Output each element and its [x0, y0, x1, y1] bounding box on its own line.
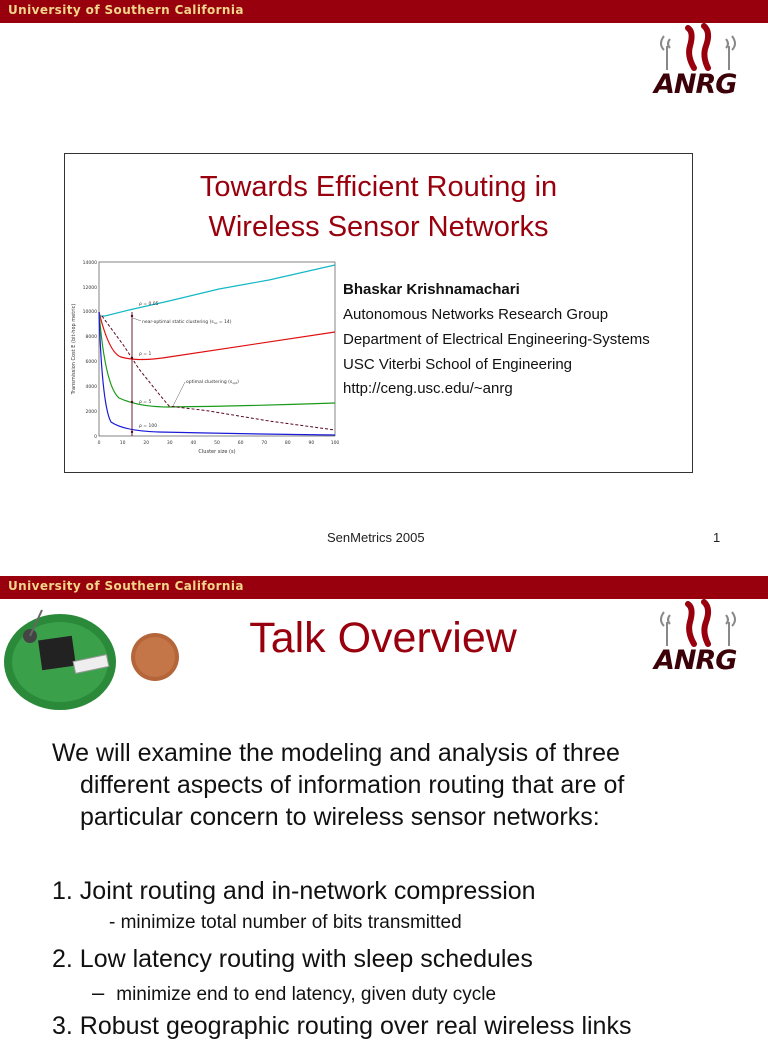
y-tick-8000: 8000	[85, 335, 97, 340]
anrg-logo	[650, 600, 746, 684]
label-optimal-clustering: optimal clustering $(s_{opt})$	[186, 380, 239, 385]
near-optimal-point-4	[131, 431, 133, 433]
list-item-1: 1. Joint routing and in-network compression	[52, 877, 536, 905]
x-tick-20: 20	[143, 441, 150, 446]
y-tick-0: 0	[94, 435, 97, 440]
x-tick-40: 40	[190, 441, 197, 446]
author-name: Bhaskar Krishnamachari	[343, 281, 520, 298]
talk-title-line-1: Towards Efficient Routing in	[199, 171, 558, 203]
x-tick-10: 10	[119, 441, 126, 446]
author-group: Autonomous Networks Research Group	[343, 306, 609, 323]
university-banner	[0, 0, 768, 23]
label-rho-5: ρ = 5	[139, 400, 152, 405]
x-tick-90: 90	[308, 441, 315, 446]
y-tick-12000: 12000	[82, 286, 97, 291]
graph-x-axis-label: Cluster size (s)	[198, 449, 236, 455]
author-department: Department of Electrical Engineering-Systems	[343, 331, 650, 348]
x-tick-0: 0	[97, 441, 101, 446]
title-card	[64, 153, 693, 473]
y-tick-14000: 14000	[82, 261, 97, 266]
list-item-2-detail	[92, 980, 496, 1006]
y-tick-2000: 2000	[85, 410, 97, 415]
intro-line-1: We will examine the modeling and analysis of three	[52, 739, 620, 767]
mote-chip	[38, 636, 76, 670]
list-item-2-detail-text: minimize end to end latency, given duty cycle	[116, 984, 497, 1005]
graph-y-axis-label: Transmission Cost E (bit-hop metric)	[71, 303, 77, 395]
author-school: USC Viterbi School of Engineering	[343, 356, 573, 373]
x-tick-70: 70	[261, 441, 268, 446]
transmission-cost-graph	[69, 256, 341, 468]
y-tick-4000: 4000	[85, 385, 97, 390]
x-tick-60: 60	[237, 441, 244, 446]
list-item-1-detail: - minimize total number of bits transmitted	[109, 912, 462, 933]
label-rho-100: ρ = 100	[139, 424, 158, 429]
label-near-optimal: near-optimal static clustering $(s_{no} = 14)$	[142, 320, 232, 325]
slide-title: Talk Overview	[249, 614, 517, 662]
x-tick-50: 50	[214, 441, 220, 446]
university-banner	[0, 576, 768, 599]
dash-bullet: –	[92, 980, 105, 1005]
wireless-signal-icon	[650, 24, 746, 74]
anrg-logo-text: ANRG	[654, 69, 737, 100]
university-banner-text: University of Southern California	[8, 3, 244, 17]
y-tick-6000: 6000	[85, 360, 97, 365]
x-tick-80: 80	[284, 441, 291, 446]
list-item-2: 2. Low latency routing with sleep schedules	[52, 945, 533, 973]
university-banner-text: University of Southern California	[8, 579, 244, 593]
curve-rho-100	[99, 312, 335, 435]
near-optimal-point-1	[131, 315, 133, 317]
y-tick-10000: 10000	[82, 310, 97, 315]
x-tick-30: 30	[166, 441, 173, 446]
label-rho-0-05: ρ = 0.05	[139, 302, 159, 307]
near-optimal-pointer	[133, 318, 141, 321]
talk-title-line-2: Wireless Sensor Networks	[208, 211, 549, 243]
x-tick-100: 100	[330, 441, 340, 446]
wireless-signal-icon	[650, 600, 746, 650]
label-rho-1: ρ = 1	[139, 352, 152, 357]
footer-page-number: 1	[713, 530, 721, 545]
anrg-logo-text: ANRG	[654, 645, 737, 676]
near-optimal-point-2	[131, 357, 133, 359]
author-url[interactable]: http://ceng.usc.edu/~anrg	[343, 380, 513, 397]
graph-frame	[99, 262, 335, 436]
intro-line-3: particular concern to wireless sensor networks:	[80, 803, 600, 831]
near-optimal-point-3	[131, 401, 133, 403]
footer-conference: SenMetrics 2005	[327, 530, 425, 545]
optimal-clustering-dashed-line	[102, 316, 335, 430]
curve-rho-0-05	[99, 265, 335, 316]
list-item-3: 3. Robust geographic routing over real wireless links	[52, 1012, 632, 1040]
intro-line-2: different aspects of information routing that are of	[80, 771, 625, 799]
slide-2	[0, 576, 768, 1040]
sensor-mote-photo	[0, 600, 196, 716]
optimal-pointer	[173, 382, 185, 406]
anrg-logo	[650, 24, 746, 108]
